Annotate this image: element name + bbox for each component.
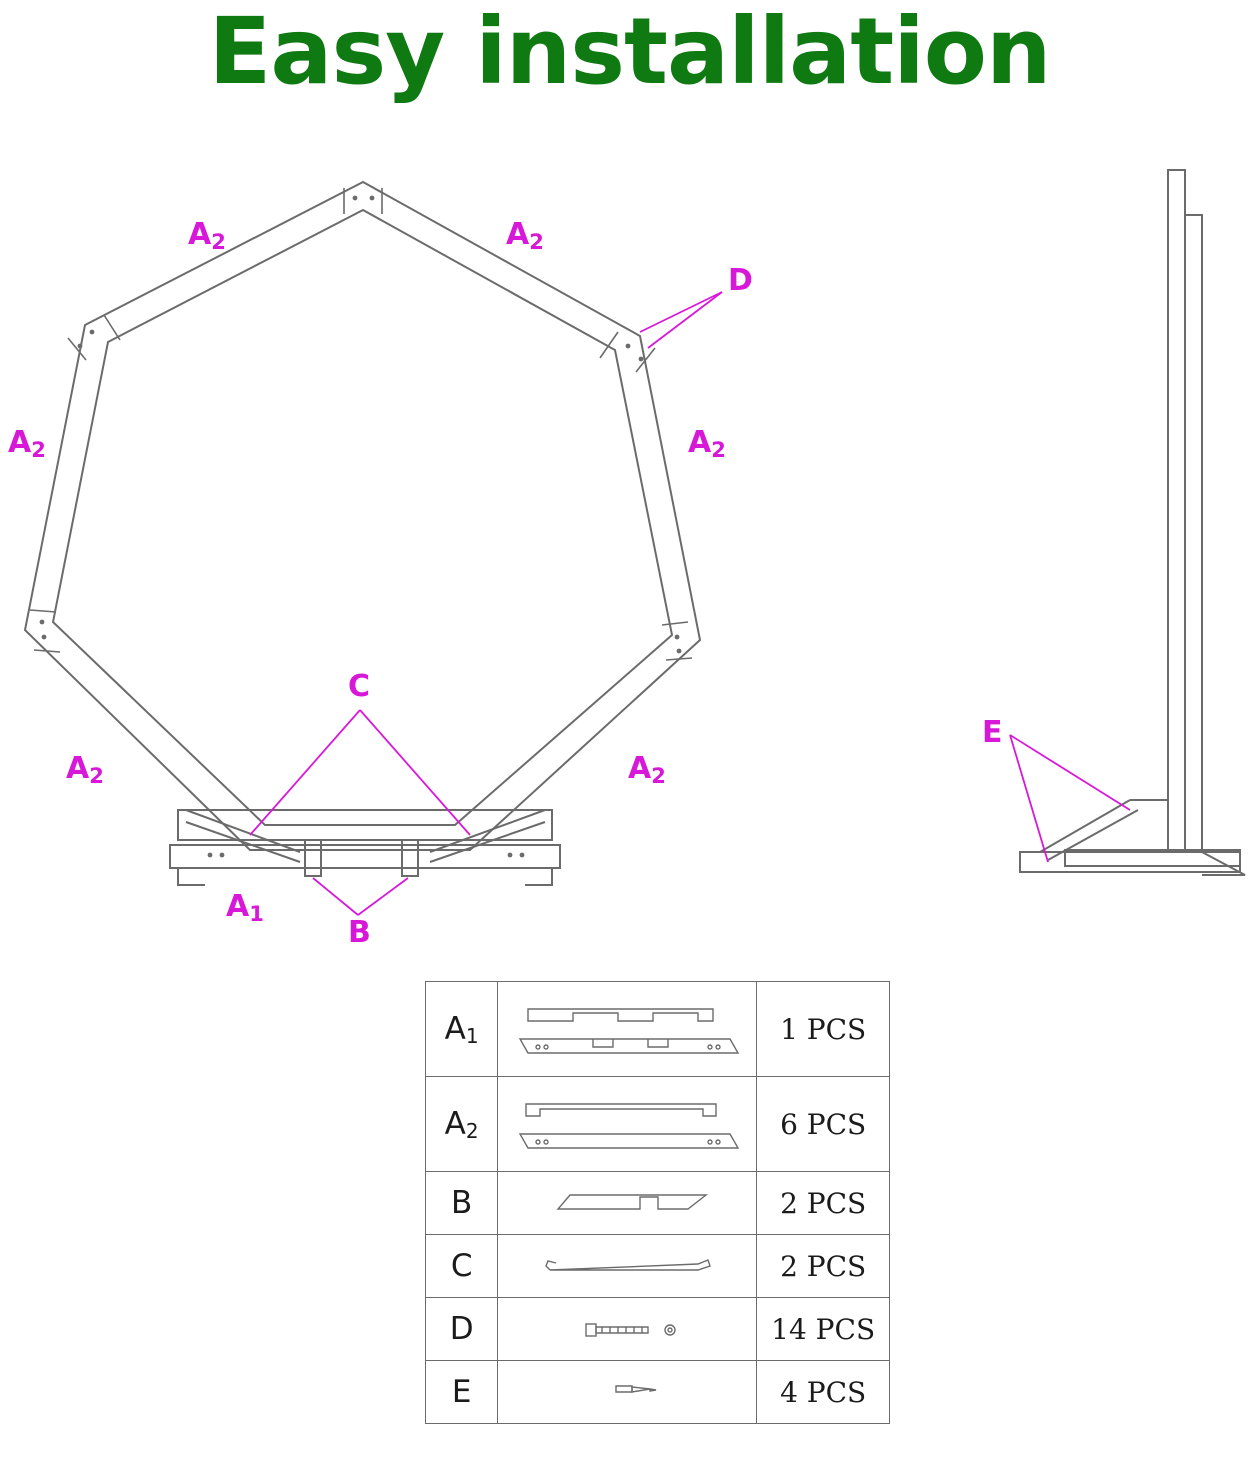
thin-rod-icon — [546, 1260, 710, 1270]
callout-a1: A1 — [226, 889, 264, 926]
part-code: A — [444, 1106, 466, 1142]
part-code: E — [451, 1374, 472, 1410]
ground-stake-icon — [616, 1386, 656, 1392]
part-quantity-cell: 4 PCS — [757, 1361, 890, 1424]
table-row — [426, 1172, 890, 1235]
heptagon-frame — [25, 182, 700, 885]
part-quantity-cell: 2 PCS — [757, 1235, 890, 1298]
angled-bracket-piece-icon — [558, 1195, 706, 1209]
long-beam-plain-icon — [520, 1104, 738, 1148]
part-shape-cell — [498, 1077, 757, 1172]
part-code-sub: 1 — [465, 1024, 479, 1048]
callout-c: C — [348, 669, 371, 704]
part-code-sub: 2 — [465, 1119, 479, 1143]
table-row — [426, 1361, 890, 1424]
part-shape-cell — [498, 1361, 757, 1424]
callout-a2-top-left: A2 — [188, 217, 226, 254]
table-row — [426, 1298, 890, 1361]
part-code: A — [444, 1011, 466, 1047]
callout-a2-right: A2 — [688, 425, 726, 462]
callout-d: D — [728, 263, 753, 298]
side-view-frame — [1020, 170, 1245, 875]
part-shape-cell — [498, 1172, 757, 1235]
part-code: D — [449, 1311, 474, 1347]
part-shape-cell — [498, 1235, 757, 1298]
callout-e: E — [982, 715, 1003, 750]
callout-a2-lower-right: A2 — [628, 751, 666, 788]
part-code-cell — [426, 1298, 498, 1361]
part-code-cell — [426, 982, 498, 1077]
part-quantity-cell: 1 PCS — [757, 982, 890, 1077]
part-code-cell — [426, 1235, 498, 1298]
part-code-cell — [426, 1361, 498, 1424]
callout-leaders — [250, 292, 1130, 915]
table-row — [426, 1235, 890, 1298]
callout-b: B — [348, 915, 371, 950]
installation-diagram — [0, 110, 1259, 970]
part-quantity-cell: 2 PCS — [757, 1172, 890, 1235]
parts-list-table — [425, 981, 890, 1424]
part-shape-cell — [498, 982, 757, 1077]
page-title: Easy installation — [208, 0, 1051, 105]
table-row — [426, 982, 890, 1077]
bolt-and-nut-icon — [586, 1324, 675, 1336]
callout-a2-left: A2 — [8, 425, 46, 462]
part-code-cell — [426, 1077, 498, 1172]
table-row — [426, 1077, 890, 1172]
part-code: B — [451, 1185, 473, 1221]
part-code: C — [450, 1248, 473, 1284]
part-quantity-cell: 6 PCS — [757, 1077, 890, 1172]
long-beam-with-notches-icon — [520, 1009, 738, 1053]
callout-a2-top-right: A2 — [506, 217, 544, 254]
part-code-cell — [426, 1172, 498, 1235]
part-quantity-cell: 14 PCS — [757, 1298, 890, 1361]
callout-a2-lower-left: A2 — [66, 751, 104, 788]
part-shape-cell — [498, 1298, 757, 1361]
